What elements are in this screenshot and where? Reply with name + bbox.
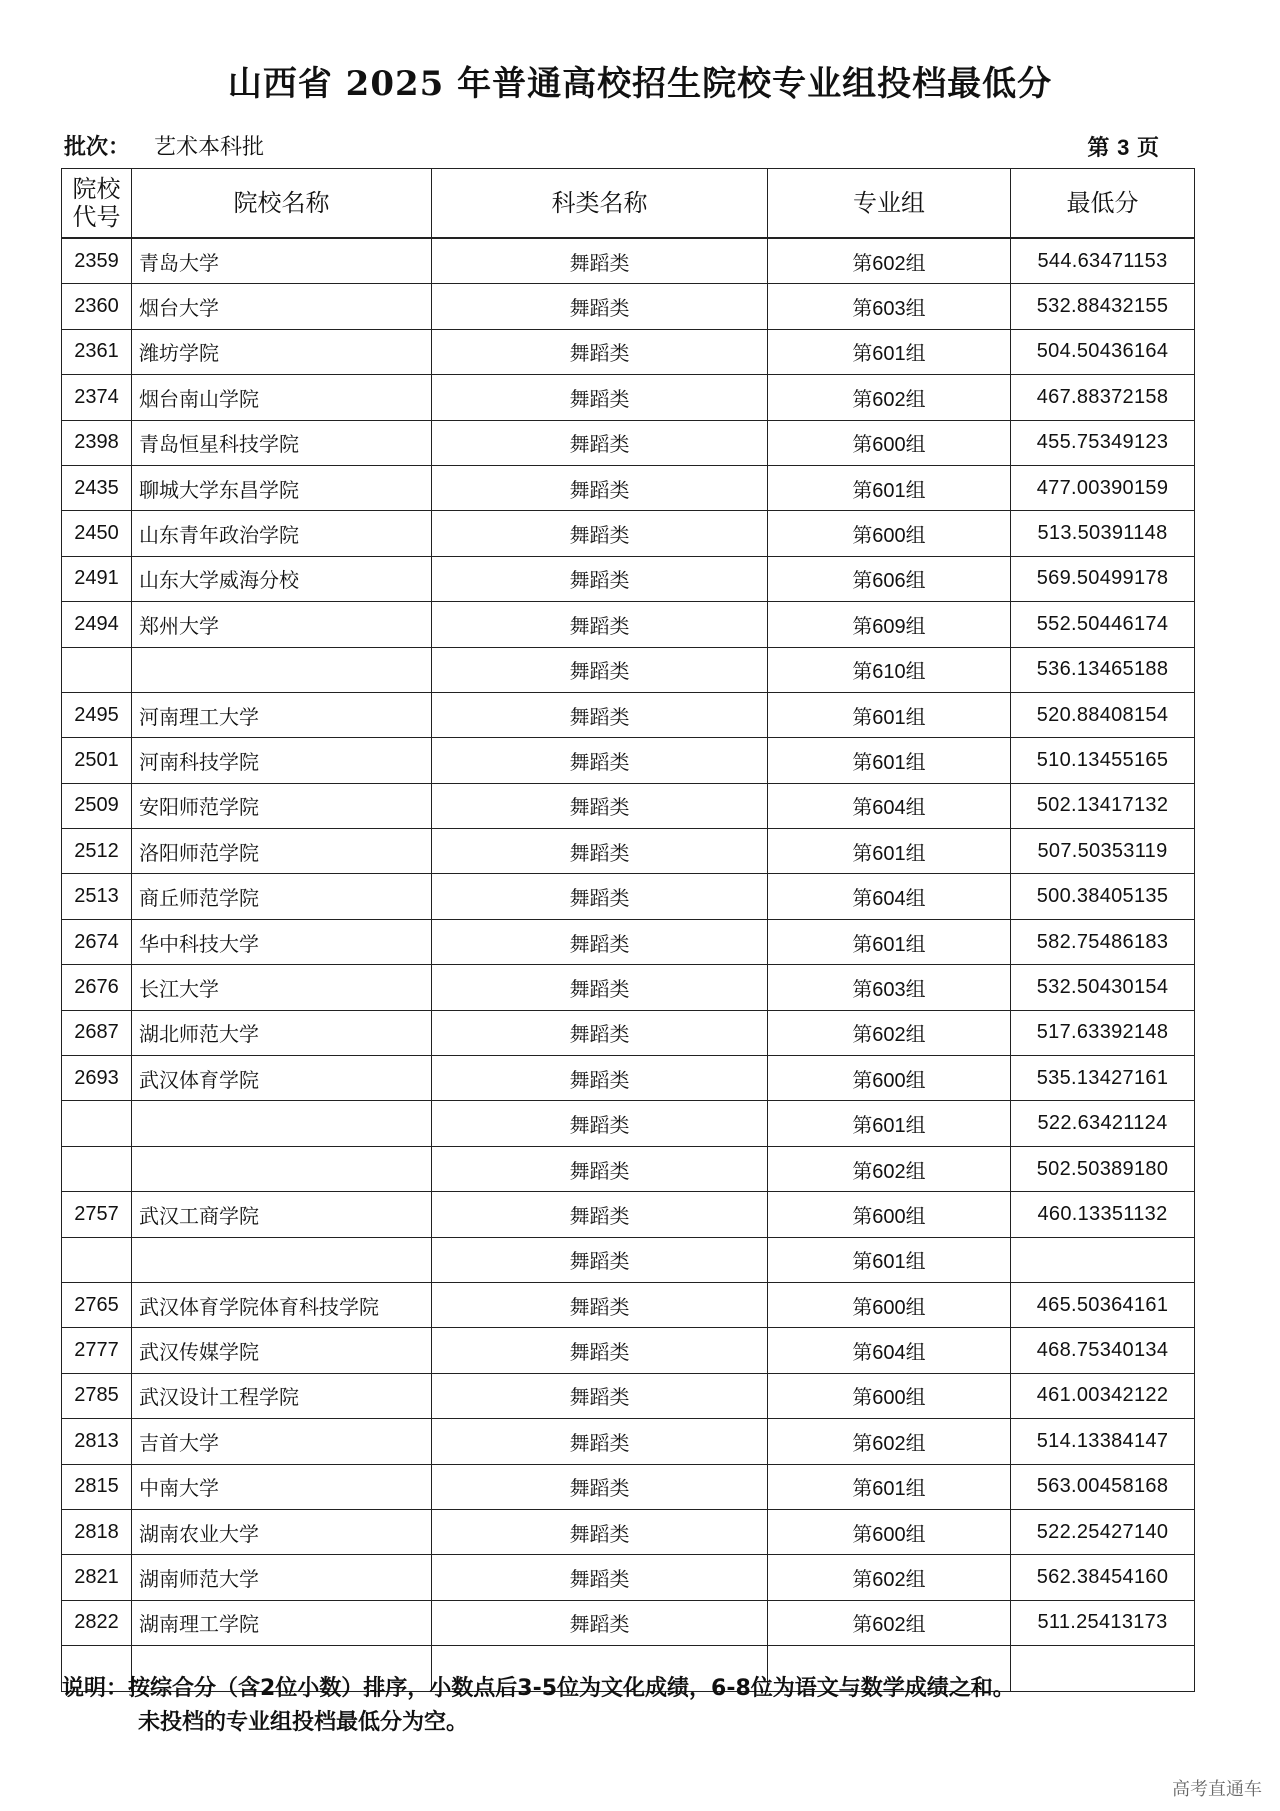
cell-group: 第601组 <box>768 1237 1011 1282</box>
table-row <box>62 874 1195 919</box>
cell-score: 522.25427140 <box>1011 1509 1195 1554</box>
cell-score: 532.50430154 <box>1011 965 1195 1010</box>
page-title: 山西省 2025 年普通高校招生院校专业组投档最低分 <box>227 64 1053 104</box>
cell-name: 华中科技大学 <box>132 919 432 964</box>
cell-code: 2818 <box>62 1509 132 1554</box>
cell-group: 第604组 <box>768 783 1011 828</box>
cell-name: 湖南理工学院 <box>132 1600 432 1645</box>
cell-group: 第604组 <box>768 1328 1011 1373</box>
cell-name: 青岛恒星科技学院 <box>132 420 432 465</box>
cell-score: 461.00342122 <box>1011 1373 1195 1418</box>
cell-name: 洛阳师范学院 <box>132 829 432 874</box>
cell-group: 第601组 <box>768 1464 1011 1509</box>
footnote <box>62 1672 1222 1740</box>
column-header-name: 院校名称 <box>132 169 432 239</box>
cell-code: 2674 <box>62 919 132 964</box>
cell-category: 舞蹈类 <box>432 1555 768 1600</box>
cell-name: 烟台南山学院 <box>132 375 432 420</box>
table-row <box>62 1237 1195 1282</box>
cell-group: 第602组 <box>768 1419 1011 1464</box>
cell-score: 477.00390159 <box>1011 465 1195 510</box>
cell-name <box>132 1101 432 1146</box>
cell-group: 第600组 <box>768 1192 1011 1237</box>
table-row <box>62 738 1195 783</box>
cell-name: 山东大学威海分校 <box>132 556 432 601</box>
cell-group: 第604组 <box>768 874 1011 919</box>
cell-category: 舞蹈类 <box>432 1010 768 1055</box>
cell-group: 第602组 <box>768 238 1011 284</box>
page-number: 3 <box>1117 135 1130 160</box>
cell-category: 舞蹈类 <box>432 420 768 465</box>
cell-name: 武汉体育学院 <box>132 1056 432 1101</box>
table-row <box>62 1509 1195 1554</box>
table-row <box>62 1010 1195 1055</box>
table-row <box>62 420 1195 465</box>
cell-group: 第600组 <box>768 1373 1011 1418</box>
cell-category: 舞蹈类 <box>432 1464 768 1509</box>
cell-score: 544.63471153 <box>1011 238 1195 284</box>
cell-name: 长江大学 <box>132 965 432 1010</box>
cell-code: 2757 <box>62 1192 132 1237</box>
batch-value: 艺术本科批 <box>154 135 265 160</box>
cell-score: 502.50389180 <box>1011 1146 1195 1191</box>
cell-group: 第600组 <box>768 1509 1011 1554</box>
cell-category: 舞蹈类 <box>432 1237 768 1282</box>
cell-code <box>62 1101 132 1146</box>
cell-code: 2513 <box>62 874 132 919</box>
cell-score: 536.13465188 <box>1011 647 1195 692</box>
table-header-row <box>62 169 1195 239</box>
cell-group: 第600组 <box>768 511 1011 556</box>
cell-category: 舞蹈类 <box>432 692 768 737</box>
batch-info <box>64 132 1159 164</box>
cell-score: 582.75486183 <box>1011 919 1195 964</box>
table-row <box>62 1419 1195 1464</box>
table-row <box>62 1328 1195 1373</box>
cell-score: 552.50446174 <box>1011 602 1195 647</box>
table-row <box>62 1101 1195 1146</box>
cell-code <box>62 647 132 692</box>
cell-category: 舞蹈类 <box>432 1101 768 1146</box>
table-row <box>62 829 1195 874</box>
cell-name: 青岛大学 <box>132 238 432 284</box>
cell-group: 第603组 <box>768 284 1011 329</box>
cell-category: 舞蹈类 <box>432 1600 768 1645</box>
page-prefix: 第 <box>1087 136 1110 161</box>
table-row <box>62 965 1195 1010</box>
table-row <box>62 1146 1195 1191</box>
cell-category: 舞蹈类 <box>432 329 768 374</box>
cell-score: 522.63421124 <box>1011 1101 1195 1146</box>
cell-category: 舞蹈类 <box>432 1282 768 1327</box>
cell-name: 吉首大学 <box>132 1419 432 1464</box>
cell-name: 烟台大学 <box>132 284 432 329</box>
cell-group: 第601组 <box>768 329 1011 374</box>
cell-name: 河南科技学院 <box>132 738 432 783</box>
table-row <box>62 1464 1195 1509</box>
cell-group: 第601组 <box>768 919 1011 964</box>
cell-category: 舞蹈类 <box>432 919 768 964</box>
cell-score: 510.13455165 <box>1011 738 1195 783</box>
table-row <box>62 1056 1195 1101</box>
cell-code: 2813 <box>62 1419 132 1464</box>
cell-code: 2450 <box>62 511 132 556</box>
column-header-code: 院校代号 <box>62 169 132 239</box>
cell-code: 2821 <box>62 1555 132 1600</box>
cell-category: 舞蹈类 <box>432 284 768 329</box>
table-row <box>62 1373 1195 1418</box>
cell-code: 2693 <box>62 1056 132 1101</box>
cell-name: 湖南农业大学 <box>132 1509 432 1554</box>
cell-score: 511.25413173 <box>1011 1600 1195 1645</box>
batch-label: 批次： <box>64 135 131 160</box>
cell-name <box>132 647 432 692</box>
cell-group: 第601组 <box>768 829 1011 874</box>
cell-name <box>132 1237 432 1282</box>
table-row <box>62 1555 1195 1600</box>
cell-group: 第602组 <box>768 1146 1011 1191</box>
score-table <box>61 168 1195 1692</box>
cell-code: 2509 <box>62 783 132 828</box>
table-row <box>62 511 1195 556</box>
cell-code: 2765 <box>62 1282 132 1327</box>
table-row <box>62 375 1195 420</box>
cell-score: 465.50364161 <box>1011 1282 1195 1327</box>
cell-code: 2815 <box>62 1464 132 1509</box>
cell-category: 舞蹈类 <box>432 1509 768 1554</box>
cell-code <box>62 1237 132 1282</box>
table-row <box>62 783 1195 828</box>
cell-group: 第601组 <box>768 738 1011 783</box>
cell-group: 第603组 <box>768 965 1011 1010</box>
cell-code: 2398 <box>62 420 132 465</box>
cell-code: 2359 <box>62 238 132 284</box>
cell-category: 舞蹈类 <box>432 238 768 284</box>
cell-category: 舞蹈类 <box>432 602 768 647</box>
table-row <box>62 647 1195 692</box>
cell-name: 商丘师范学院 <box>132 874 432 919</box>
cell-category: 舞蹈类 <box>432 1192 768 1237</box>
table-row <box>62 329 1195 374</box>
table-row <box>62 1600 1195 1645</box>
cell-code: 2676 <box>62 965 132 1010</box>
cell-name: 中南大学 <box>132 1464 432 1509</box>
cell-group: 第606组 <box>768 556 1011 601</box>
cell-score: 563.00458168 <box>1011 1464 1195 1509</box>
cell-score <box>1011 1237 1195 1282</box>
cell-group: 第602组 <box>768 1010 1011 1055</box>
cell-group: 第601组 <box>768 1101 1011 1146</box>
cell-score: 467.88372158 <box>1011 375 1195 420</box>
cell-category: 舞蹈类 <box>432 1146 768 1191</box>
cell-code: 2374 <box>62 375 132 420</box>
table-row <box>62 919 1195 964</box>
cell-category: 舞蹈类 <box>432 511 768 556</box>
cell-group: 第602组 <box>768 1600 1011 1645</box>
cell-name: 郑州大学 <box>132 602 432 647</box>
cell-score: 532.88432155 <box>1011 284 1195 329</box>
cell-category: 舞蹈类 <box>432 874 768 919</box>
footnote-line-1: 说明：按综合分（含2位小数）排序，小数点后3-5位为文化成绩，6-8位为语文与数学成绩之和。 <box>62 1676 1015 1701</box>
cell-score: 520.88408154 <box>1011 692 1195 737</box>
cell-code: 2777 <box>62 1328 132 1373</box>
table-row <box>62 1192 1195 1237</box>
cell-group: 第601组 <box>768 465 1011 510</box>
cell-score: 507.50353119 <box>1011 829 1195 874</box>
cell-name: 潍坊学院 <box>132 329 432 374</box>
table-row <box>62 284 1195 329</box>
cell-score: 468.75340134 <box>1011 1328 1195 1373</box>
cell-group: 第602组 <box>768 375 1011 420</box>
cell-score: 517.63392148 <box>1011 1010 1195 1055</box>
column-header-category: 科类名称 <box>432 169 768 239</box>
cell-code: 2494 <box>62 602 132 647</box>
cell-group: 第600组 <box>768 420 1011 465</box>
cell-score: 569.50499178 <box>1011 556 1195 601</box>
cell-code: 2435 <box>62 465 132 510</box>
column-header-group: 专业组 <box>768 169 1011 239</box>
page-indicator <box>1087 132 1159 165</box>
cell-name: 湖南师范大学 <box>132 1555 432 1600</box>
cell-category: 舞蹈类 <box>432 1328 768 1373</box>
cell-group: 第601组 <box>768 692 1011 737</box>
cell-code: 2495 <box>62 692 132 737</box>
column-header-score: 最低分 <box>1011 169 1195 239</box>
cell-group: 第609组 <box>768 602 1011 647</box>
cell-score: 514.13384147 <box>1011 1419 1195 1464</box>
cell-category: 舞蹈类 <box>432 1419 768 1464</box>
cell-name: 武汉传媒学院 <box>132 1328 432 1373</box>
cell-category: 舞蹈类 <box>432 1373 768 1418</box>
cell-category: 舞蹈类 <box>432 465 768 510</box>
cell-code: 2785 <box>62 1373 132 1418</box>
cell-score: 513.50391148 <box>1011 511 1195 556</box>
cell-name: 武汉体育学院体育科技学院 <box>132 1282 432 1327</box>
cell-name: 安阳师范学院 <box>132 783 432 828</box>
cell-code: 2512 <box>62 829 132 874</box>
cell-code: 2822 <box>62 1600 132 1645</box>
table-row <box>62 602 1195 647</box>
cell-name: 武汉工商学院 <box>132 1192 432 1237</box>
cell-category: 舞蹈类 <box>432 556 768 601</box>
cell-code: 2687 <box>62 1010 132 1055</box>
cell-code: 2361 <box>62 329 132 374</box>
table-row <box>62 238 1195 284</box>
cell-score: 535.13427161 <box>1011 1056 1195 1101</box>
cell-category: 舞蹈类 <box>432 1056 768 1101</box>
footnote-line-2: 未投档的专业组投档最低分为空。 <box>138 1710 469 1735</box>
cell-code: 2491 <box>62 556 132 601</box>
cell-category: 舞蹈类 <box>432 829 768 874</box>
cell-code <box>62 1146 132 1191</box>
cell-category: 舞蹈类 <box>432 738 768 783</box>
cell-group: 第602组 <box>768 1555 1011 1600</box>
table-row <box>62 465 1195 510</box>
cell-group: 第600组 <box>768 1056 1011 1101</box>
cell-name: 山东青年政治学院 <box>132 511 432 556</box>
cell-name: 武汉设计工程学院 <box>132 1373 432 1418</box>
cell-name: 湖北师范大学 <box>132 1010 432 1055</box>
cell-name: 聊城大学东昌学院 <box>132 465 432 510</box>
cell-score: 502.13417132 <box>1011 783 1195 828</box>
watermark: 高考直通车 <box>1172 1779 1262 1800</box>
cell-code: 2360 <box>62 284 132 329</box>
cell-code: 2501 <box>62 738 132 783</box>
cell-group: 第610组 <box>768 647 1011 692</box>
page-suffix: 页 <box>1136 136 1159 161</box>
cell-score: 455.75349123 <box>1011 420 1195 465</box>
table-row <box>62 692 1195 737</box>
cell-score: 562.38454160 <box>1011 1555 1195 1600</box>
table-row <box>62 1282 1195 1327</box>
cell-group: 第600组 <box>768 1282 1011 1327</box>
cell-category: 舞蹈类 <box>432 783 768 828</box>
cell-score: 460.13351132 <box>1011 1192 1195 1237</box>
cell-score: 500.38405135 <box>1011 874 1195 919</box>
table-row <box>62 556 1195 601</box>
cell-score: 504.50436164 <box>1011 329 1195 374</box>
cell-name <box>132 1146 432 1191</box>
cell-category: 舞蹈类 <box>432 647 768 692</box>
cell-name: 河南理工大学 <box>132 692 432 737</box>
cell-category: 舞蹈类 <box>432 375 768 420</box>
cell-category: 舞蹈类 <box>432 965 768 1010</box>
